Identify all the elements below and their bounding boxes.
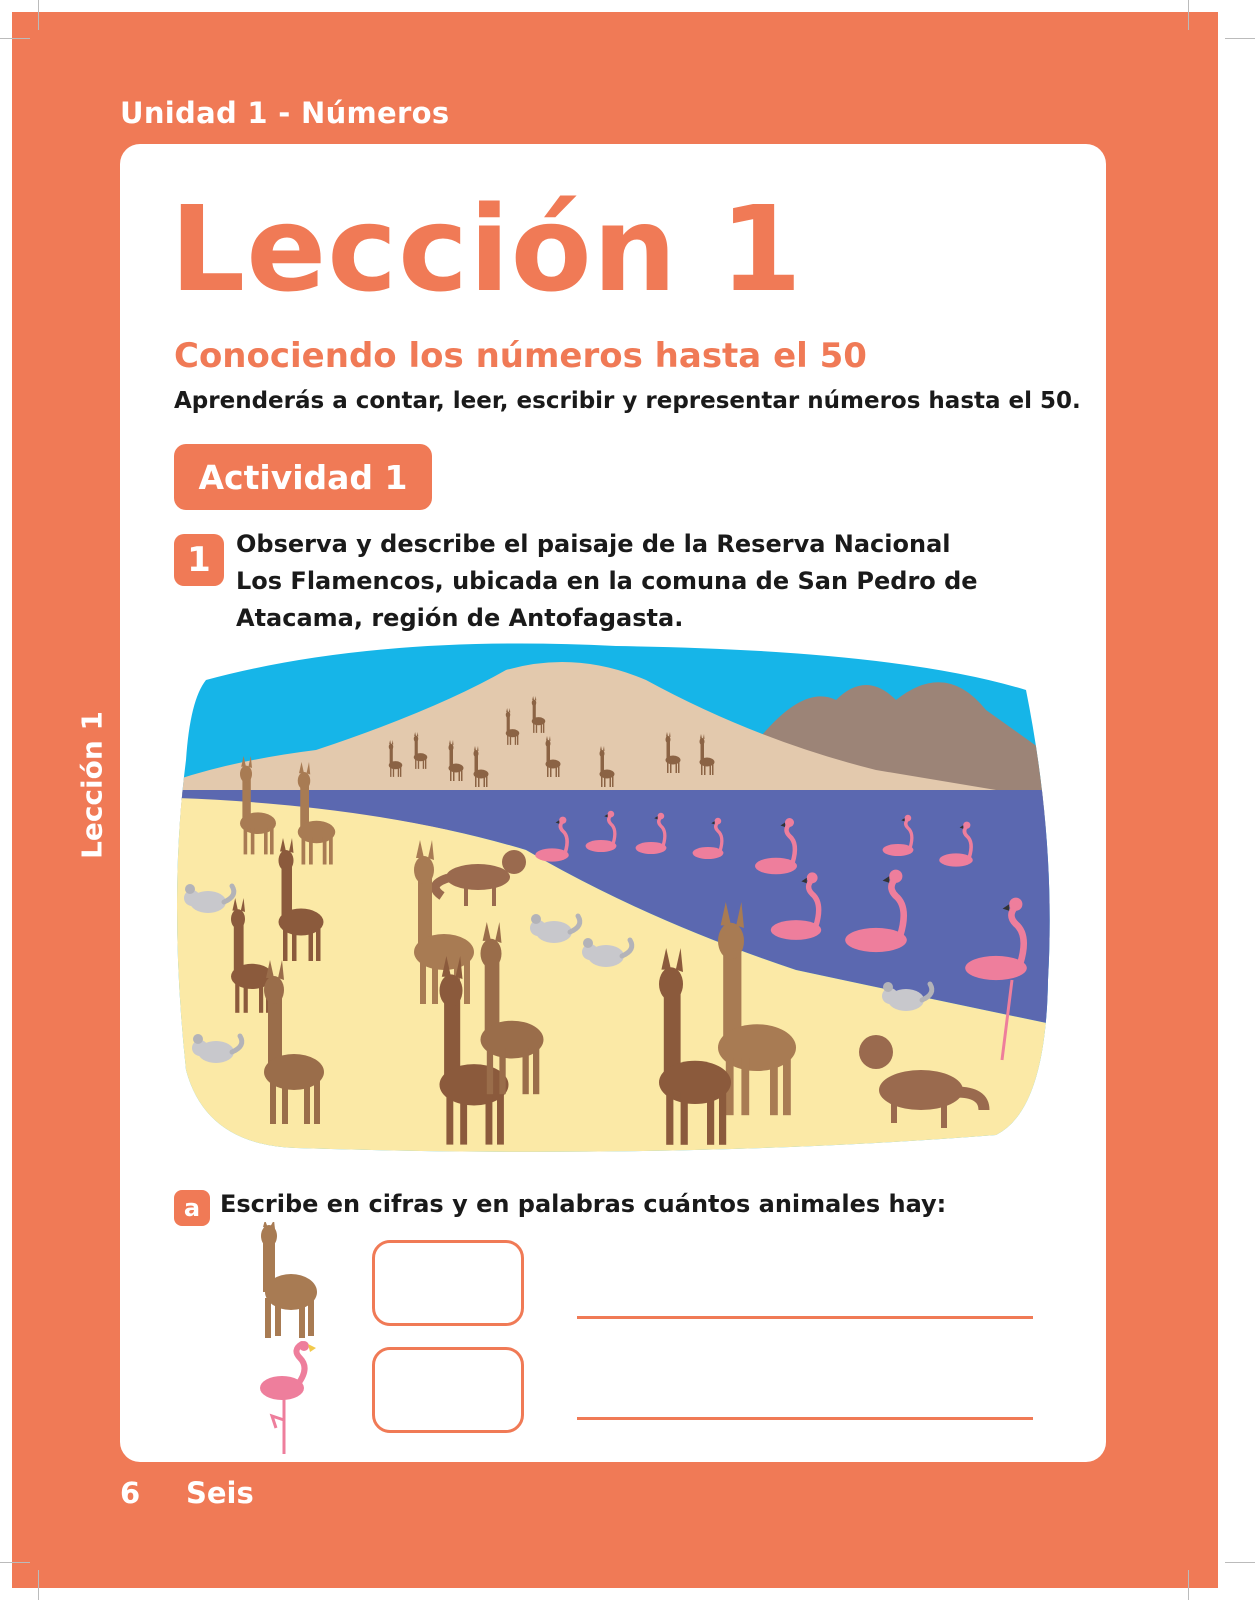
crop-mark xyxy=(38,0,39,30)
question-text: Observa y describe el paisaje de la Reserva Nacional Los Flamencos, ubicada en la comuna de San Pedro de Atacama, región de Antofagasta. xyxy=(236,530,978,632)
flamingo-icon xyxy=(258,1340,322,1456)
vicuna-count-box[interactable] xyxy=(372,1240,524,1326)
flamingo-words-line[interactable] xyxy=(577,1417,1033,1420)
crop-mark xyxy=(1188,1570,1189,1600)
crop-mark xyxy=(1225,38,1255,39)
activity-badge xyxy=(174,444,432,510)
crop-mark xyxy=(38,1570,39,1600)
page-number-word: Seis xyxy=(186,1476,254,1510)
crop-mark xyxy=(0,38,30,39)
vicuna-words-line[interactable] xyxy=(577,1316,1033,1319)
lesson-subtitle: Conociendo los números hasta el 50 xyxy=(174,336,867,376)
lesson-goal: Aprenderás a contar, leer, escribir y representar números hasta el 50. xyxy=(174,388,1081,414)
subquestion-text: Escribe en cifras y en palabras cuántos animales hay: xyxy=(220,1190,947,1218)
page-number: 6 xyxy=(120,1476,141,1510)
crop-mark xyxy=(1188,0,1189,30)
activity-label: Actividad 1 xyxy=(198,457,408,497)
question-number: 1 xyxy=(174,534,224,586)
landscape-illustration xyxy=(176,640,1056,1158)
unit-title: Unidad 1 - Números xyxy=(120,96,450,130)
side-lesson-tab: Lección 1 xyxy=(75,710,109,860)
crop-mark xyxy=(0,1562,30,1563)
subquestion-letter: a xyxy=(174,1190,210,1226)
crop-mark xyxy=(1225,1562,1255,1563)
lesson-title: Lección 1 xyxy=(170,180,803,318)
flamingo-count-box[interactable] xyxy=(372,1347,524,1433)
vicuna-icon xyxy=(255,1222,325,1340)
